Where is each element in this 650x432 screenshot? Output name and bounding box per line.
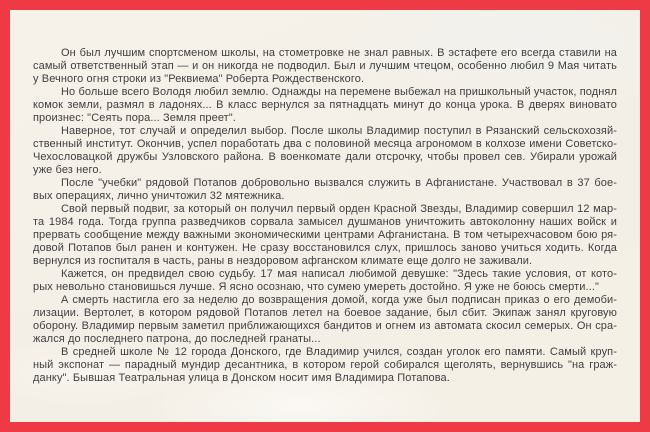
text-line: ный экспонат — парадный мундир десантника, в котором герой собирался щеголять, вернувшись "на граж- [33,359,617,371]
text-line: Но больше всего Володя любил землю. Однажды на перемене выбежал на пришкольный участок, поднял [61,86,617,98]
text-line: та 1984 года. Тогда группа разведчиков сорвала замысел душманов уничтожить автоколонну наших войск и [33,216,617,228]
text-line: жался до последнего патрона, до последней гранаты... [33,333,321,345]
text-line: Наверное, тот случай и определил выбор. После школы Владимир поступил в Рязанский сельскохозяй- [61,125,617,137]
scanned-page [10,10,640,422]
text-line: комок земли, размял в ладонях... В класс вернулся за пятнадцать минут до конца урока. В дверях виновато [33,99,617,111]
text-line: данку". Бывшая Театральная улица в Донском носит имя Владимира Потапова. [33,372,450,384]
text-line: лизации. Вертолет, в котором рядовой Потапов летел на боевое задание, был сбит. Экипаж занял круговую [33,307,617,319]
text-line: А смерть настигла его за неделю до возвращения домой, когда уже был подписан приказ о его демоби- [61,294,617,306]
text-line: рых невольно становишься лучше. Я ясно осознаю, что сумею умереть достойно. Я уже не боюсь смерти..." [33,281,600,293]
text-line: Чехословацкой дружбы Узловского района. В военкомате дали отсрочку, чтобы провел сев. Убирали урожай [33,151,617,163]
text-line: вернулся из госпиталя в часть, раны в нездоровом афганском климате еще долго не заживали. [33,255,533,267]
text-line: произнес: "Сеять пора... Земля преет". [33,112,236,124]
text-line: прервать сообщение между важными экономическими центрами Афганистана. В том четырехчасовом бою ря- [33,229,617,241]
text-line: После "учебки" рядовой Потапов добровольно вызвался служить в Афганистане. Участвовал в 37 бое- [61,177,617,189]
text-line: Свой первый подвиг, за который он получил первый орден Красной Звезды, Владимир совершил 12 мар- [61,203,617,215]
text-line: Кажется, он предвидел свою судьбу. 17 мая написал любимой девушке: "Здесь такие условия, от кото- [61,268,617,280]
text-line: Он был лучшим спортсменом школы, на стометровке не знал равных. В эстафете его всегда ставили на [61,47,617,59]
text-line: оборону. Владимир первым заметил приближающихся бандитов и огнем из автомата скосил семерых. Он сра- [33,320,617,332]
text-line: самый ответственный этап — и он никогда не подводил. Был и лучшим чтецом, особенно любил 9 Мая читать [33,60,617,72]
text-line: вых операциях, лично уничтожил 32 мятежника. [33,190,285,202]
text-line: ственный институт. Окончив, успел поработать два с половиной месяца агрономом в колхозе имени Советско- [33,138,617,150]
text-line: В средней школе № 12 города Донского, где Владимир учился, создан уголок его памяти. Самый круп- [61,346,617,358]
text-line: уже без него. [33,164,102,176]
text-line: у Вечного огня строки из "Реквиема" Роберта Рождественского. [33,73,365,85]
text-line: довой Потапов был ранен и контужен. Не сразу восстановился слух, пришлось заново учиться ходить. Когда [33,242,617,254]
biography-text [10,10,640,385]
